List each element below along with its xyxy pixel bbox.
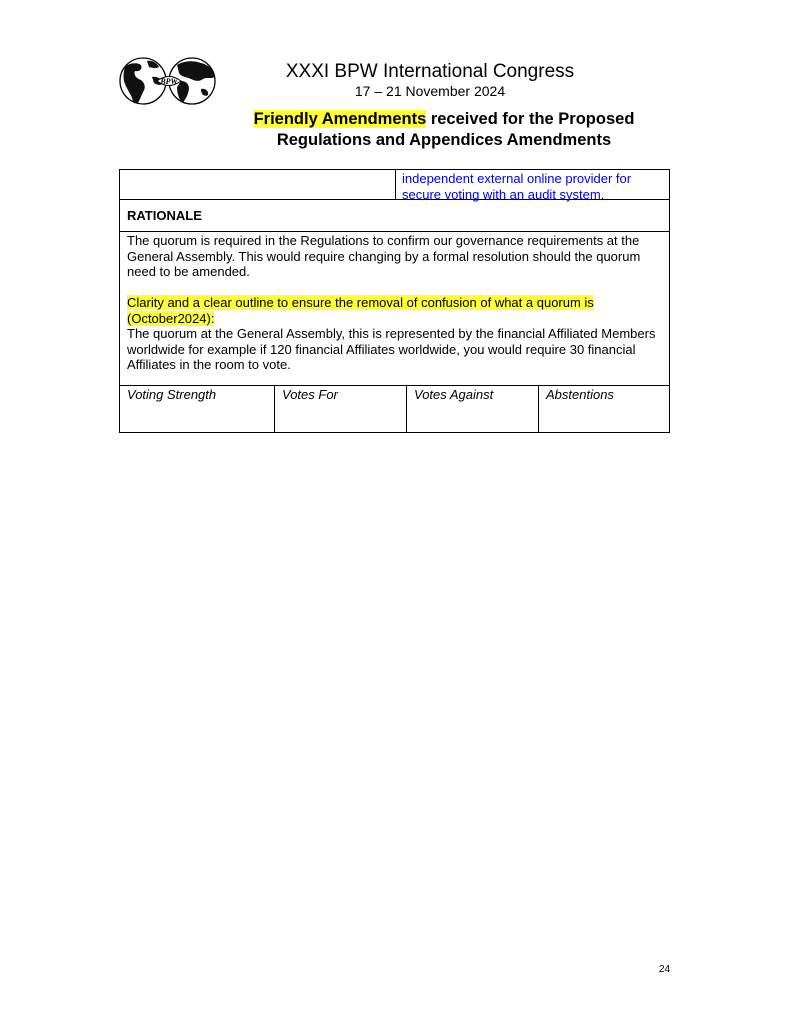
votes-against-label: Votes Against	[414, 387, 494, 402]
rationale-heading: RATIONALE	[127, 208, 202, 223]
highlighted-note: Clarity and a clear outline to ensure the removal of confusion of what a quorum is (October2024):	[127, 295, 594, 326]
abstentions-label: Abstentions	[546, 387, 614, 402]
continued-text: independent external online provider for secure voting with an audit system.	[402, 171, 632, 202]
logo-text: BPW	[160, 77, 178, 86]
bpw-globe-logo	[119, 55, 219, 107]
congress-date: 17 – 21 November 2024	[354, 83, 506, 99]
votes-for-cell	[275, 386, 407, 432]
voting-strength-cell	[120, 386, 275, 432]
voting-row	[119, 385, 670, 433]
amendment-note	[127, 295, 662, 326]
subtitle-line2: Regulations and Appendices Amendments	[276, 130, 612, 149]
document-subtitle	[228, 109, 660, 150]
quorum-text: The quorum at the General Assembly, this is represented by the financial Affiliated Members worldwide for example if 120 financial Affiliates worldwide, you would require 30 financial Affiliates in the room to vote.	[127, 326, 656, 372]
voting-strength-label: Voting Strength	[127, 387, 217, 402]
congress-title: XXXI BPW International Congress	[285, 61, 575, 82]
subtitle-highlight: Friendly Amendments	[253, 110, 427, 128]
column-divider	[395, 170, 396, 199]
page-number: 24	[659, 964, 671, 975]
subtitle-rest: received for the Proposed	[426, 110, 635, 128]
table-continued-row	[119, 169, 670, 200]
rationale-text: The quorum is required in the Regulations to confirm our governance requirements at the General Assembly. This would require changing by a formal resolution should the quorum need to be amended.	[127, 233, 641, 279]
rationale-heading-row	[119, 200, 670, 232]
votes-against-cell	[407, 386, 539, 432]
rationale-body-row	[119, 231, 670, 386]
votes-for-label: Votes For	[282, 387, 338, 402]
abstentions-cell	[539, 386, 669, 432]
